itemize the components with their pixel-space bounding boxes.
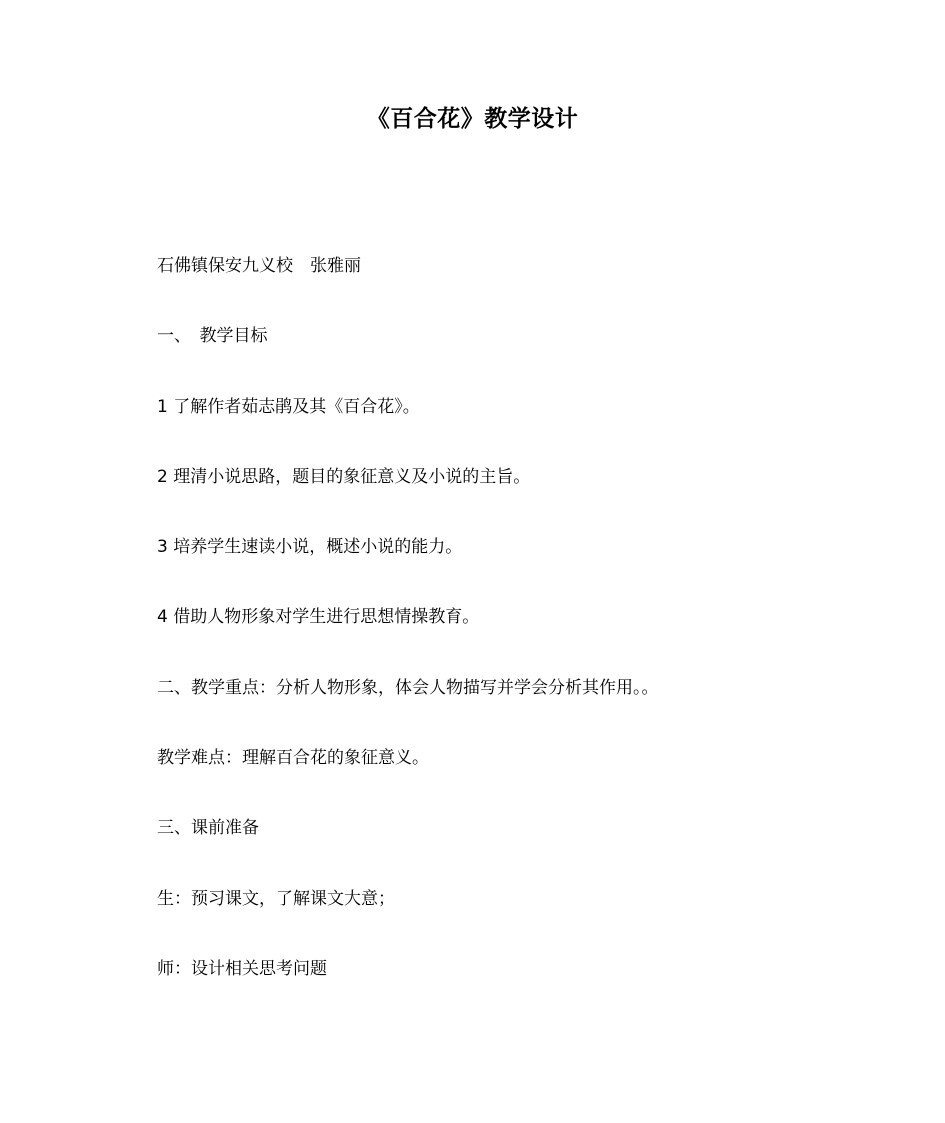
objective-item: 3 培养学生速读小说，概述小说的能力。 <box>157 537 463 557</box>
author-line: 石佛镇保安九义校 张雅丽 <box>157 256 361 276</box>
section-heading-key-points: 二、教学重点：分析人物形象，体会人物描写并学会分析其作用。。 <box>157 678 659 698</box>
section-heading-preparation: 三、课前准备 <box>157 818 259 838</box>
document-title: 《百合花》教学设计 <box>366 106 579 132</box>
section-heading-objectives: 一、 教学目标 <box>157 326 268 346</box>
objective-item: 2 理清小说思路，题目的象征意义及小说的主旨。 <box>157 467 531 487</box>
student-preparation-line: 生：预习课文，了解课文大意； <box>157 889 395 909</box>
difficulty-line: 教学难点：理解百合花的象征意义。 <box>157 748 429 768</box>
objective-item: 4 借助人物形象对学生进行思想情操教育。 <box>157 607 480 627</box>
teacher-preparation-line: 师：设计相关思考问题 <box>157 959 327 979</box>
objective-item: 1 了解作者茹志鹃及其《百合花》。 <box>157 397 420 417</box>
